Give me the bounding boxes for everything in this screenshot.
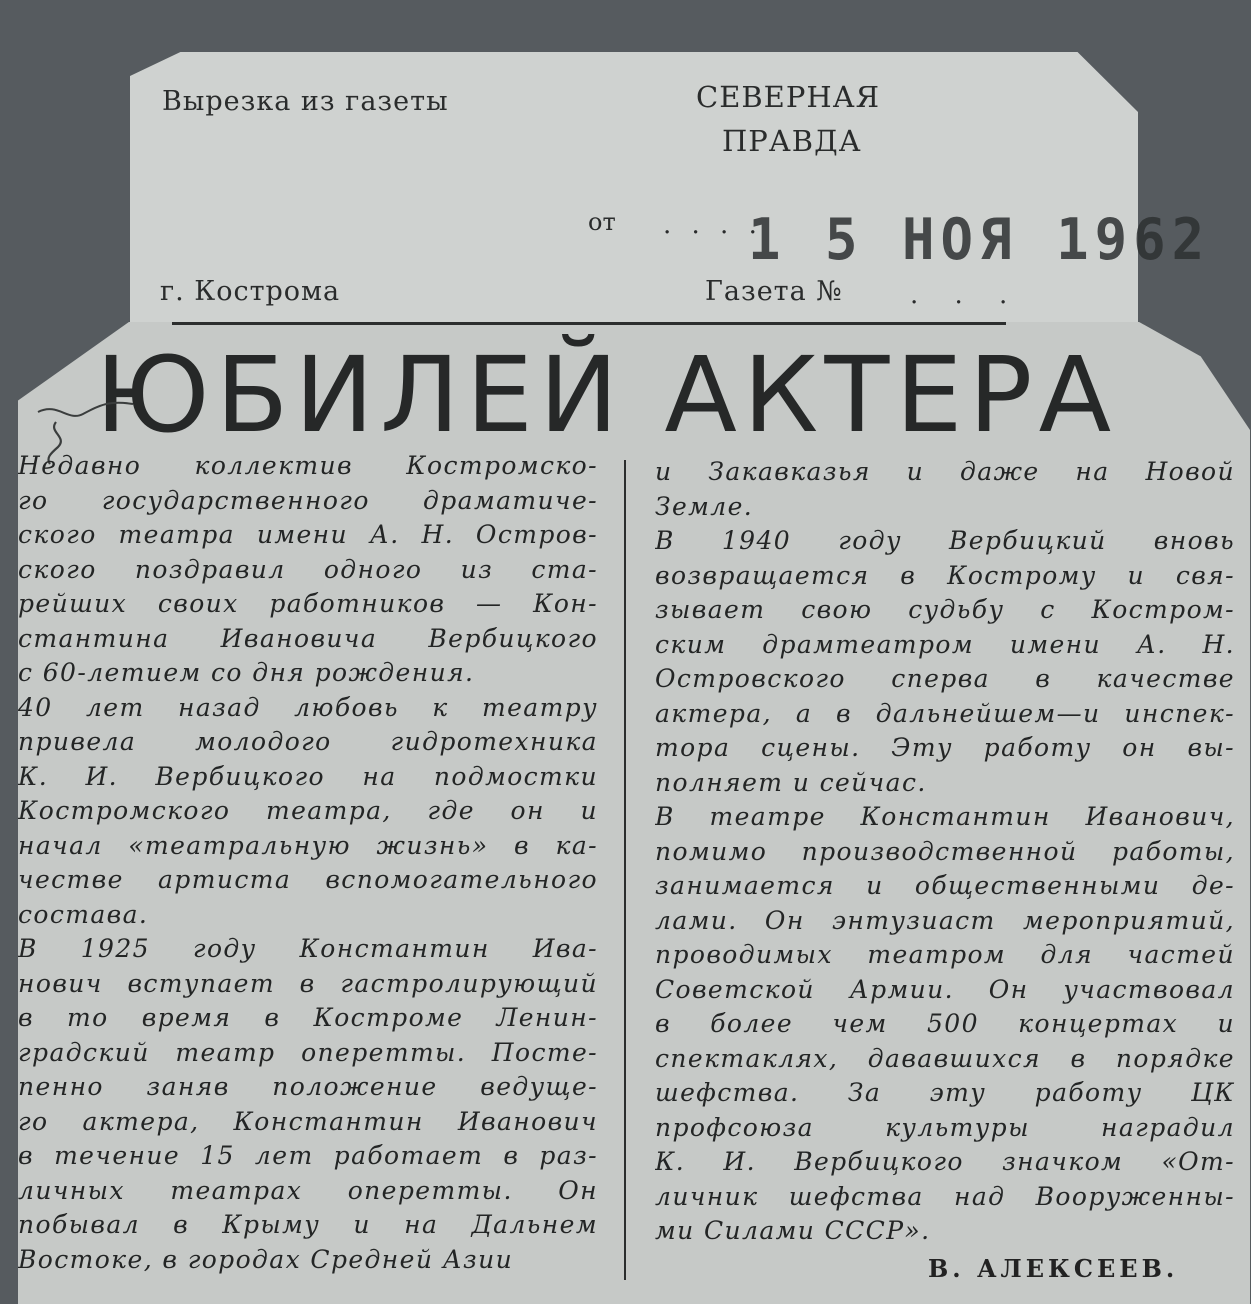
newspaper-name-line2: ПРАВДА	[722, 124, 862, 158]
number-dots: . . .	[910, 280, 1022, 310]
article-line: Островского сперва в качестве	[655, 664, 1235, 693]
article-line: личных театрах оперетты. Он	[18, 1175, 598, 1205]
article-line: начал «театральную жизнь» в ка-	[18, 830, 598, 860]
article-line: рейших своих работников — Кон-	[18, 589, 598, 618]
article-line: в более чем 500 концертах и	[655, 1009, 1235, 1038]
article-line: Недавно коллектив Костромско-	[18, 451, 598, 480]
article-line: Советской Армии. Он участвовал	[655, 974, 1235, 1004]
article-line: К. И. Вербицкого значком «От-	[655, 1147, 1235, 1176]
article-line: в течение 15 лет работает в раз-	[18, 1141, 598, 1170]
article-line: спектаклях, дававшихся в порядке	[655, 1043, 1235, 1073]
article-line: занимается и общественными де-	[655, 871, 1235, 900]
article-line: тора сцены. Эту работу он вы-	[655, 733, 1235, 762]
article-line: честве артиста вспомогательного	[18, 865, 598, 894]
clipping-label: Вырезка из газеты	[162, 86, 449, 117]
article-line: ми Силами СССР».	[655, 1216, 931, 1245]
article-line: стантина Ивановича Вербицкого	[18, 623, 598, 653]
article-line: 40 лет назад любовь к театру	[18, 692, 598, 722]
date-dots: . . . .	[663, 210, 763, 240]
article-line: В 1940 году Вербицкий вновь	[655, 526, 1235, 555]
header-rule	[172, 322, 1006, 325]
article-line: Костромского театра, где он и	[18, 796, 598, 825]
author-signature: В. АЛЕКСЕЕВ.	[928, 1254, 1179, 1283]
article-line: личник шефства над Вооруженны-	[655, 1181, 1235, 1211]
article-line: лами. Он энтузиаст мероприятий,	[655, 905, 1235, 935]
article-line: го актера, Константин Иванович	[18, 1106, 598, 1136]
article-line: шефства. За эту работу ЦК	[655, 1078, 1235, 1107]
article-line: Земле.	[655, 491, 754, 521]
article-line: актера, а в дальнейшем—и инспек-	[655, 698, 1235, 728]
article-line: ским драмтеатром имени А. Н.	[655, 629, 1235, 659]
article-line: Востоке, в городах Средней Азии	[18, 1244, 514, 1274]
from-label: от	[588, 208, 616, 236]
article-line: состава.	[18, 899, 149, 929]
article-line: проводимых театром для частей	[655, 940, 1235, 969]
article-line: привела молодого гидротехника	[18, 727, 598, 756]
article-line: полняет и сейчас.	[655, 767, 927, 797]
article-line: В 1925 году Константин Ива-	[18, 934, 598, 963]
article-right-column	[655, 455, 1235, 1249]
article-line: с 60-летием со дня рождения.	[18, 658, 475, 687]
article-line: пенно заняв положение ведуще-	[18, 1072, 598, 1101]
article-headline: ЮБИЛЕЙ АКТЕРА	[95, 334, 1118, 456]
city-label: г. Кострома	[160, 276, 341, 307]
article-line: ского поздравил одного из ста-	[18, 554, 598, 584]
newspaper-number-label: Газета №	[705, 276, 843, 307]
article-line: нович вступает в гастролирующий	[18, 968, 598, 998]
article-line: профсоюза культуры наградил	[655, 1112, 1235, 1142]
column-divider	[624, 460, 626, 1280]
article-line: В театре Константин Иванович,	[655, 802, 1235, 831]
article-line: го государственного драматиче-	[18, 485, 598, 515]
article-line: в то время в Костроме Ленин-	[18, 1003, 598, 1032]
article-line: градский театр оперетты. Посте-	[18, 1037, 598, 1067]
article-line: ского театра имени А. Н. Остров-	[18, 520, 598, 549]
article-line: возвращается в Кострому и свя-	[655, 560, 1235, 590]
article-left-column	[18, 449, 598, 1277]
article-line: зывает свою судьбу с Костром-	[655, 595, 1235, 624]
article-line: помимо производственной работы,	[655, 836, 1235, 866]
article-line: побывал в Крыму и на Дальнем	[18, 1210, 598, 1239]
date-stamp: 1 5 НОЯ 1962	[748, 206, 1211, 273]
article-line: и Закавказья и даже на Новой	[655, 457, 1235, 486]
newspaper-name-line1: СЕВЕРНАЯ	[696, 80, 881, 114]
article-line: К. И. Вербицкого на подмостки	[18, 761, 598, 791]
